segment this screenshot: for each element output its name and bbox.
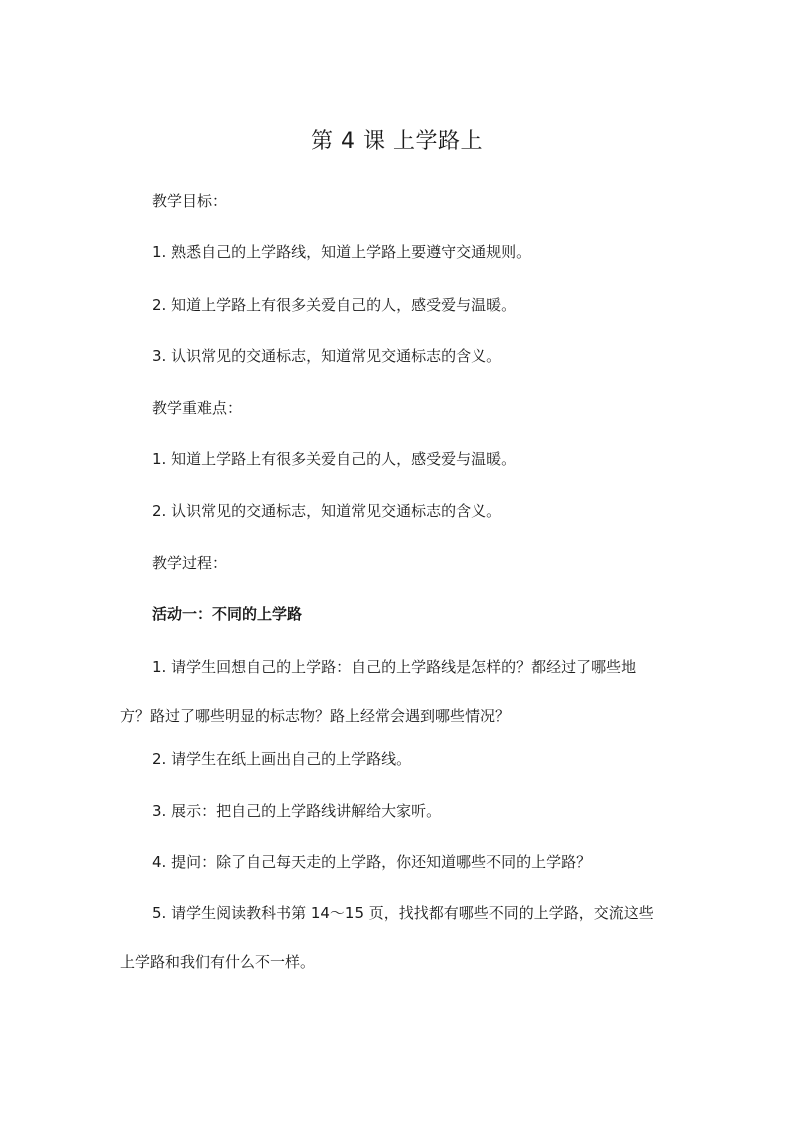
goal-item: 3. 认识常见的交通标志，知道常见交通标志的含义。 [152, 347, 502, 365]
goals-heading: 教学目标： [152, 192, 228, 210]
step-item: 3. 展示：把自己的上学路线讲解给大家听。 [152, 802, 442, 820]
step-item: 2. 请学生在纸上画出自己的上学路线。 [152, 750, 412, 768]
step-line: 上学路和我们有什么不一样。 [120, 953, 316, 971]
goal-item: 1. 熟悉自己的上学路线，知道上学路上要遵守交通规则。 [152, 243, 532, 261]
page-title: 第 4 课 上学路上 [311, 129, 483, 154]
key-point-item: 2. 认识常见的交通标志，知道常见交通标志的含义。 [152, 502, 502, 520]
key-points-heading: 教学重难点： [152, 399, 243, 417]
step-paragraph [120, 902, 680, 1000]
key-point-item: 1. 知道上学路上有很多关爱自己的人，感受爱与温暖。 [152, 450, 517, 468]
activity-title: 活动一：不同的上学路 [152, 605, 303, 623]
step-line: 5. 请学生阅读教科书第 14～15 页，找找都有哪些不同的上学路，交流这些 [152, 904, 654, 922]
step-line: 1. 请学生回想自己的上学路：自己的上学路线是怎样的？都经过了哪些地 [152, 658, 637, 676]
step-paragraph [120, 656, 680, 754]
process-heading: 教学过程： [152, 554, 228, 572]
step-item: 4. 提问：除了自己每天走的上学路，你还知道哪些不同的上学路？ [152, 853, 592, 871]
goal-item: 2. 知道上学路上有很多关爱自己的人，感受爱与温暖。 [152, 296, 517, 314]
step-line: 方？路过了哪些明显的标志物？路上经常会遇到哪些情况？ [120, 707, 511, 725]
